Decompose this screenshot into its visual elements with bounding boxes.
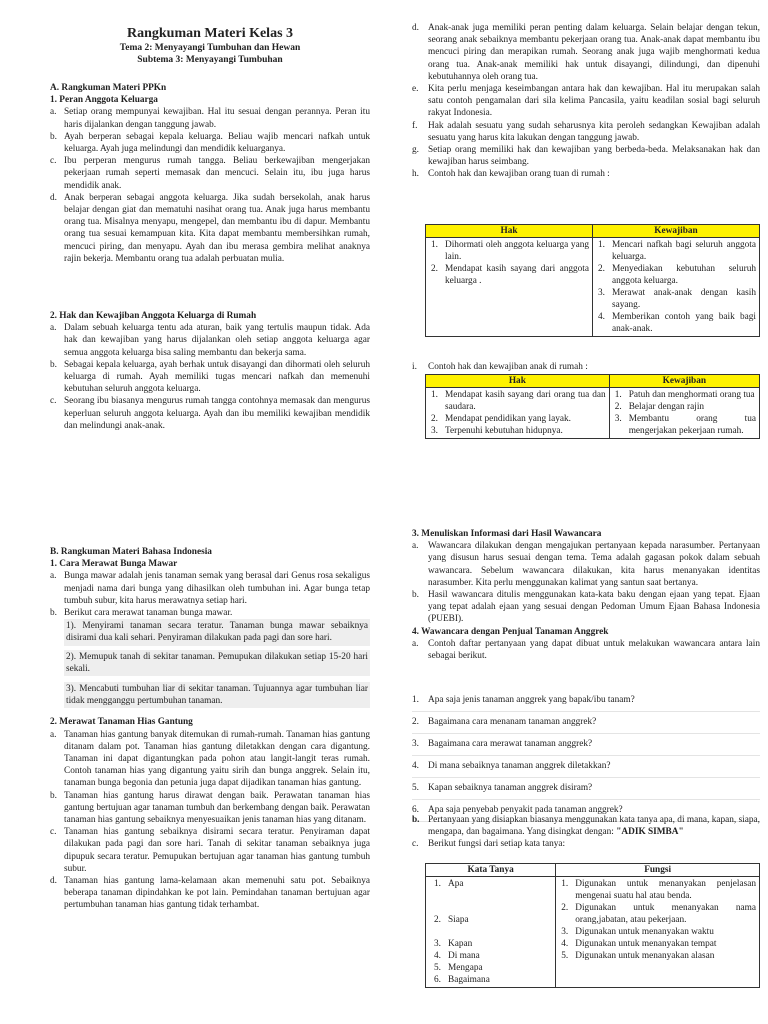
- subtheme-line: Subtema 3: Menyayangi Tumbuhan: [137, 55, 283, 65]
- care-step: 1). Menyirami tanaman secara teratur. Tanaman bunga mawar sebaiknya disirami dua kali sehari. Penyiraman dilakukan pada pagi dan sore hari.: [64, 619, 370, 645]
- list-item: a. Bunga mawar adalah jenis tanaman semak yang berasal dari Genus rosa sekaligus menjadi nama dari bunga yang dihasilkan oleh tumbuhan ini. Agar bunga tetap tumbuh subur, kita harus merawatnya setiap hari.: [50, 571, 370, 606]
- list-item: f. Hak adalah sesuatu yang sudah seharusnya kita peroleh sedangkan Kewajiban adalah sesuatu yang harus kita lakukan dengan tanggung jawab.: [412, 120, 760, 143]
- ppkn-continued: [412, 22, 760, 181]
- theme-line: Tema 2: Menyayangi Tumbuhan dan Hewan: [119, 43, 301, 53]
- list-item: b. Ayah berperan sebagai kepala keluarga. Beliau wajib mencari nafkah untuk keluarga. Ayah juga melindungi dan mendidik keluarganya.: [50, 131, 370, 155]
- question-item: 2. Bagaimana cara menanam tanaman anggrek?: [412, 712, 760, 734]
- care-step: 2). Memupuk tanah di sekitar tanaman. Pemupukan dilakukan setiap 15-20 hari sekali.: [64, 650, 370, 676]
- parent-rights-table: [425, 224, 760, 337]
- section-heading-ppkn: A. Rangkuman Materi PPKn: [50, 83, 167, 93]
- subheading-mawar: 1. Cara Merawat Bunga Mawar: [50, 559, 178, 570]
- child-rights-table-wrap: [425, 374, 760, 439]
- table-header: Hak: [426, 225, 593, 238]
- list-item: d. Tanaman hias gantung lama-kelamaan akan memenuhi satu pot. Sebaiknya beberapa tanaman dipindahkan ke pot lain. Pemindahan tanaman bertujuan agar pertumbuhan tanaman hias gantung tidak terhambat.: [50, 876, 370, 911]
- table-cell: 1. Mencari nafkah bagi seluruh anggota keluarga. 2. Menyediakan kebutuhan seluruh anggota keluarga. 3. Merawat anak-anak dengan kasih sayang. 4. Memberikan contoh yang baik bagi anak-anak.: [593, 238, 760, 337]
- subheading-hak-kewajiban: 2. Hak dan Kewajiban Anggota Keluarga di Rumah: [50, 311, 257, 321]
- list-item: c. Ibu perperan mengurus rumah tangga. Beliau berkewajiban mengerjakan pekerjaan rumah seperti memasak dan mencuci. Selain itu, ibu juga harus mendidik anak.: [50, 156, 370, 191]
- question-item: 5. Kapan sebaiknya tanaman anggrek disiram?: [412, 778, 760, 800]
- bahasa-section: [50, 546, 370, 912]
- list-item: d. Anak-anak juga memiliki peran penting dalam keluarga. Selain belajar dengan tekun, seorang anak sebaiknya membantu pekerjaan orang tua. Anak-anak dapat membantu ibu mencuci piring dan merapikan rumah. Seorang anak juga wajib menghormati kedua orang tua. Anak-anak memiliki hak untuk disayangi, dilindungi, dan dipenuhi kebutuhannya oleh orang tua.: [412, 23, 760, 82]
- table-cell: 1. Digunakan untuk menanyakan penjelasan mengenai suatu hal atau benda. 2. Digunakan untuk menanyakan nama orang,jabatan, atau pekerjaan. 3. Digunakan untuk menanyakan waktu 4. Digunakan untuk menanyakan tempat 5. Digunakan untuk menanyakan alasan: [556, 877, 760, 988]
- table-header: Kata Tanya: [426, 864, 556, 877]
- table-header: Hak: [426, 375, 610, 388]
- table-header: Kewajiban: [593, 225, 760, 238]
- list-item: a. Contoh daftar pertanyaan yang dapat dibuat untuk melakukan wawancara antara lain sebagai berikut.: [412, 638, 760, 662]
- list-item: g. Setiap orang memiliki hak dan kewajiban yang berbeda-beda. Melaksanakan hak dan kewajiban harus seimbang.: [412, 145, 760, 168]
- child-rights-intro: i. Contoh hak dan kewajiban anak di rumah :: [412, 362, 588, 372]
- question-words-table: [425, 863, 760, 988]
- parent-rights-table-wrap: [425, 224, 760, 337]
- subheading-peran: 1. Peran Anggota Keluarga: [50, 95, 158, 106]
- question-item: 1. Apa saja jenis tanaman anggrek yang bapak/ibu tanam?: [412, 690, 760, 712]
- table-cell: 1. Dihormati oleh anggota keluarga yang lain. 2. Mendapat kasih sayang dari anggota keluarga .: [426, 238, 593, 337]
- ppkn-section-2: [50, 310, 370, 432]
- document-title: Rangkuman Materi Kelas 3: [126, 26, 294, 41]
- list-item: a. Dalam sebuah keluarga tentu ada aturan, baik yang tertulis maupun tidak. Ada hak dan kewajiban yang harus dijalankan oleh setiap anggota keluarga agar semua anggota keluarga bisa saling membantu dan bekerja sama.: [50, 323, 370, 358]
- list-item: a. Setiap orang mempunyai kewajiban. Hal itu sesuai dengan perannya. Peran itu haris dijalankan dengan tanggung jawab.: [50, 107, 370, 130]
- table-cell: 1. Mendapat kasih sayang dari orang tua dan saudara. 2. Mendapat pendidikan yang layak. 3. Terpenuhi kebutuhan hidupnya.: [426, 388, 610, 439]
- care-step: 3). Mencabuti tumbuhan liar di sekitar tanaman. Tujuannya agar tumbuhan liar tidak mengganggu pertumbuhan tanaman.: [64, 682, 370, 708]
- list-item: h. Contoh hak dan kewajiban orang tuan di rumah :: [412, 169, 610, 180]
- table-header: Fungsi: [556, 864, 760, 877]
- list-item: b. Sebagai kepala keluarga, ayah berhak untuk disayangi dan dihormati oleh seluruh keluarga di rumah. Ayah memiliki tugas mencari nafkah dan memenuhi kebutuhan seluruh anggota keluarga.: [50, 359, 370, 395]
- section-heading-bahasa: B. Rangkuman Materi Bahasa Indonesia: [50, 547, 212, 557]
- list-item: a. Wawancara dilakukan dengan mengajukan pertanyaan kepada narasumber. Pertanyaan yang disusun harus sesuai dengan tema. Tema adalah gagasan pokok dalam sebuah wawancara. Sebelum wawancara dilakukan, kita harus menanyakan identitas narasumber. Kita perlu menggunakan kalimat yang santun saat bertanya.: [412, 541, 760, 588]
- table-cell: 1. Patuh dan menghormati orang tua 2. Belajar dengan rajin 3. Membantu orang tua mengerjakan pekerjaan rumah.: [609, 388, 759, 439]
- table-header: Kewajiban: [609, 375, 759, 388]
- subheading-wawancara: 3. Menuliskan Informasi dari Hasil Wawancara: [412, 529, 602, 539]
- list-item: c. Tanaman hias gantung sebaiknya disirami secara teratur. Penyiraman dapat dilakukan pada pagi dan sore hari. Tanah di sekitar tanaman sebaiknya juga dipupuk secara teratur. Pemupukan bertujuan agar tanaman hias gantung tumbuh subur.: [50, 827, 370, 874]
- list-item: a. Tanaman hias gantung banyak ditemukan di rumah-rumah. Tanaman hias gantung ditanam dalam pot. Tanaman hias gantung diletakkan dengan cara digantung. Tanaman ini dapat digantungkan pada pohon atau langit-langit teras rumah. Contoh tanaman hias yang digantung yaitu sirih dan bunga anggrek. Selain itu, tanaman bunga begonia dan petunia juga dapat dijadikan tanaman hias gantung.: [50, 729, 370, 789]
- ppkn-section: [50, 82, 370, 265]
- list-item: c. Seorang ibu biasanya mengurus rumah tangga contohnya memasak dan mengurus keperluan seluruh anggota keluarga. Ayah dan ibu memiliki kewajiban mendidik dan melindungi anak-anak.: [50, 396, 370, 431]
- list-item: b. Berikut cara merawat tanaman bunga mawar.: [50, 608, 233, 619]
- list-item: d. Anak berperan sebagai anggota keluarga. Jika sudah bersekolah, anak harus belajar dengan giat dan mematuhi nasihat orang tua. Anak juga harus membantu orang tua. Misalnya menyapu, mengepel, dan membantu ibu di dapur. Membantu orang tua sesuai kemampuan kita. Kita dapat membantu membersihkan rumah, mencuci piring, dan menyapu. Ayah dan ibu merasa gembira melihat anaknya rajin bekerja. Membantu orang tua adalah perbuatan mulia.: [50, 192, 370, 264]
- question-item: 3. Bagaimana cara merawat tanaman anggrek?: [412, 734, 760, 756]
- subheading-anggrek: 4. Wawancara dengan Penjual Tanaman Anggrek: [412, 626, 609, 637]
- table-cell: 1. Apa 2. Siapa 3. Kapan 4. Di mana 5. Mengapa 6. Bagaimana: [426, 877, 556, 988]
- list-item: b. Hasil wawancara ditulis menggunakan kata-kata baku dengan ejaan yang tepat. Ejaan yang tepat adalah ejaan yang sesuai dengan Pedoman Umum Ejaan Bahasa Indonesia (PUEBI).: [412, 590, 760, 625]
- question-words-note: b. Pertanyaan yang disiapkan biasanya menggunakan kata tanya apa, di mana, kapan, siapa, mengapa, dan bagaimana. Yang disingkat dengan: "ADIK SIMBA" c. Berikut fungsi dari setiap kata tanya:: [412, 815, 760, 850]
- subheading-hias-gantung: 2. Merawat Tanaman Hias Gantung: [50, 717, 193, 728]
- child-rights-table: [425, 374, 760, 439]
- list-item: b. Tanaman hias gantung harus dirawat dengan baik. Perawatan tanaman hias gantung bertujuan agar tanaman tumbuh dan berkembang dengan baik. Perawatan tanaman hias gantung sebaiknya menyesuaikan jenis tanaman hias yang ditanam.: [50, 790, 370, 826]
- question-list: [412, 690, 760, 822]
- bahasa-continued: [412, 528, 760, 662]
- question-item: 6. Apa saja penyebab penyakit pada tanaman anggrek?: [412, 800, 760, 822]
- question-item: 4. Di mana sebaiknya tanaman anggrek diletakkan?: [412, 756, 760, 778]
- abbreviation: "ADIK SIMBA": [616, 827, 684, 838]
- list-item: e. Kita perlu menjaga keseimbangan antara hak dan kewajiban. Hal itu merupakan salah satu contoh pengamalan dari sila kelima Pancasila, yaitu keadilan sosial bagi seluruh rakyat Indonesia.: [412, 84, 760, 119]
- question-words-table-wrap: [425, 863, 760, 988]
